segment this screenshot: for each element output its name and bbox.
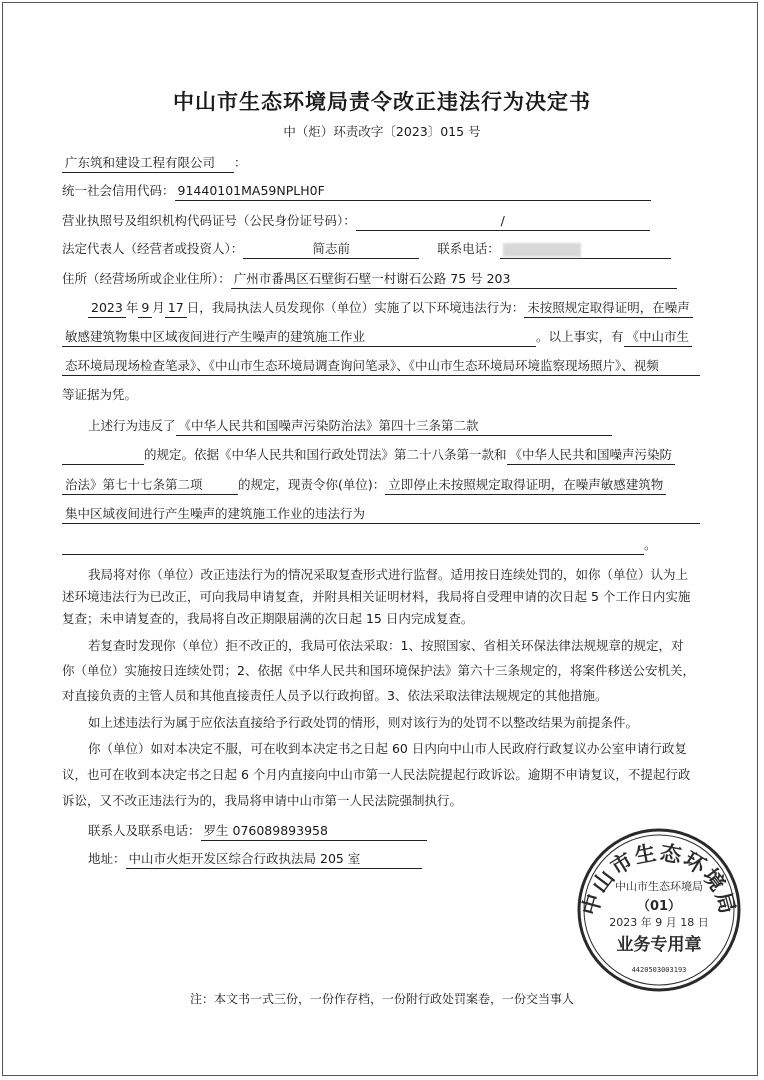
p1-day: 17 [165,299,187,318]
seal-code: 4420503003193 [631,966,687,974]
p6-line2: 议，也可在收到本决定书之日起 6 个月内直接向中山市第一人民法院提起行政诉讼。逾期不申请复议，不提起行政 [62,767,691,782]
address2-label: 地址： [88,851,126,866]
footer-note: 注：本文书一式三份，一份作存档，一份附行政处罚案卷，一份交当事人 [189,992,574,1006]
contact-value: 罗生 076089893958 [201,822,427,841]
p2-law2-b: 治法》第七十七条第二项 [62,476,238,495]
p2-line1: 上述行为违反了 《中华人民共和国噪声污染防治法》第四十三条第二款 [88,417,612,436]
p2-order-b: 集中区域夜间进行产生噪声的建筑施工作业的违法行为 [62,505,700,524]
p2-order-a: 立即停止未按照规定取得证明，在噪声敏感建筑物 [385,476,666,495]
p4-line1: 若复查时发现你（单位）拒不改正的，我局可依法采取：1、按照国家、省相关环保法律法规规章的规定，对 [88,638,684,653]
legal-rep-label: 法定代表人（经营者或投资人）： [62,241,244,256]
p1-evidence-b: 态环境局现场检查笔录》、《中山市生态环境局调查询问笔录》、《中山市生态环境局环境监察现场照片》、视频 [62,357,700,376]
p3-line1: 我局将对你（单位）改正违法行为的情况采取复查形式进行监督。适用按日连续处罚的，如你（单位）认为上 [88,567,689,582]
p1-violation-a: 未按照规定取得证明，在噪声 [524,299,693,318]
p2-line4 [62,505,700,524]
contact-line [88,822,427,841]
seal-date: 2023 年 9 月 18 日 [609,916,709,929]
credit-code-label: 统一社会信用代码： [62,183,175,198]
p2-law2-a: 《中华人民共和国噪声污染防 [507,446,676,465]
p2-line3: 治法》第七十七条第二项 的规定，现责令你(单位)： 立即停止未按照规定取得证明，在噪声敏感建筑物 [62,476,666,495]
legal-rep-line [62,240,671,259]
phone-label: 联系电话： [437,241,500,256]
legal-rep-value: 简志前 [243,240,419,259]
p2-law: 《中华人民共和国噪声污染防治法》第四十三条第二款 [176,417,612,436]
p4-line3: 对直接负责的主管人员和其他直接责任人员予以行政拘留。3、依法采取法律法规规定的其他措施。 [62,688,608,703]
p1-line1: 2023 年 9 月 17 日，我局执法人员发现你（单位）实施了以下环境违法行为： 未按照规定取得证明，在噪声 [88,299,693,318]
license-line [62,212,650,231]
p6-line3: 诉讼，又不改正违法行为的，我局将申请中山市第一人民法院强制执行。 [62,793,463,808]
recipient-name: 广东筑和建设工程有限公司 [62,154,234,173]
p1-violation-b: 敏感建筑物集中区域夜间进行产生噪声的建筑施工作业 [62,328,536,347]
credit-code-value: 91440101MA59NPLH0F [175,182,651,201]
seal-bottom-text: 业务专用章 [616,935,702,955]
p1-line4: 等证据为凭。 [62,387,138,402]
p6-line1: 你（单位）如对本决定不服，可在收到本决定书之日起 60 日内向中山市人民政府行政复议办公室申请行政复 [88,741,687,756]
p4-line2: 你（单位）实施按日连续处罚；2、依据《中华人民共和国环境保护法》第六十三条规定的，将案件移送公安机关， [62,663,695,678]
p1-year: 2023 [88,299,126,318]
contact-label: 联系人及联系电话： [88,823,201,838]
p1-month: 9 [138,299,152,318]
address-line [62,270,677,289]
p3-line2: 述环境违法行为已改正，可向我局申请复查，并附具相关证明材料，我局将自受理申请的次日起 5 个工作日内实施 [62,589,691,604]
license-label: 营业执照号及组织机构代码证号（公民身份证号码）： [62,213,356,228]
address2-line [88,850,422,869]
document-number: 中（炬）环责改字〔2023〕015 号 [283,124,481,139]
license-value: / [356,212,650,231]
p2-line5: 。 [62,536,657,555]
p2-line2: 的规定。依据《中华人民共和国行政处罚法》第二十八条第一款和 《中华人民共和国噪声污染防 [62,446,675,465]
credit-code-line [62,182,651,201]
page-title: 中山市生态环境局责令改正违法行为决定书 [173,90,591,114]
address2-value: 中山市火炬开发区综合行政执法局 205 室 [126,850,422,869]
p1-line3 [62,357,700,376]
p5-line: 如上述违法行为属于应依法直接给予行政处罚的情形，则对该行为的处罚不以整改结果为前提条件。 [88,715,639,730]
seal-inner-text: 中山市生态环境局 [615,880,703,893]
seal-arc-text: 中山市生态环境局 [577,840,741,918]
p3-line3: 复查；未申请复查的，我局将自改正期限届满的次日起 15 日内完成复查。 [62,611,474,626]
seal-sub-text: （01） [636,899,682,914]
address-label: 住所（经营场所或企业住所）： [62,271,231,286]
recipient-suffix: ： [234,155,247,170]
official-seal-icon [575,826,743,994]
redacted-phone [503,243,581,257]
address-value: 广州市番禺区石壁街石壁一村谢石公路 75 号 203 [231,270,677,289]
p1-evidence-a: 《中山市生 [624,328,693,347]
recipient-line [62,154,247,173]
p1-line2: 敏感建筑物集中区域夜间进行产生噪声的建筑施工作业 。以上事实，有 《中山市生 [62,328,692,347]
